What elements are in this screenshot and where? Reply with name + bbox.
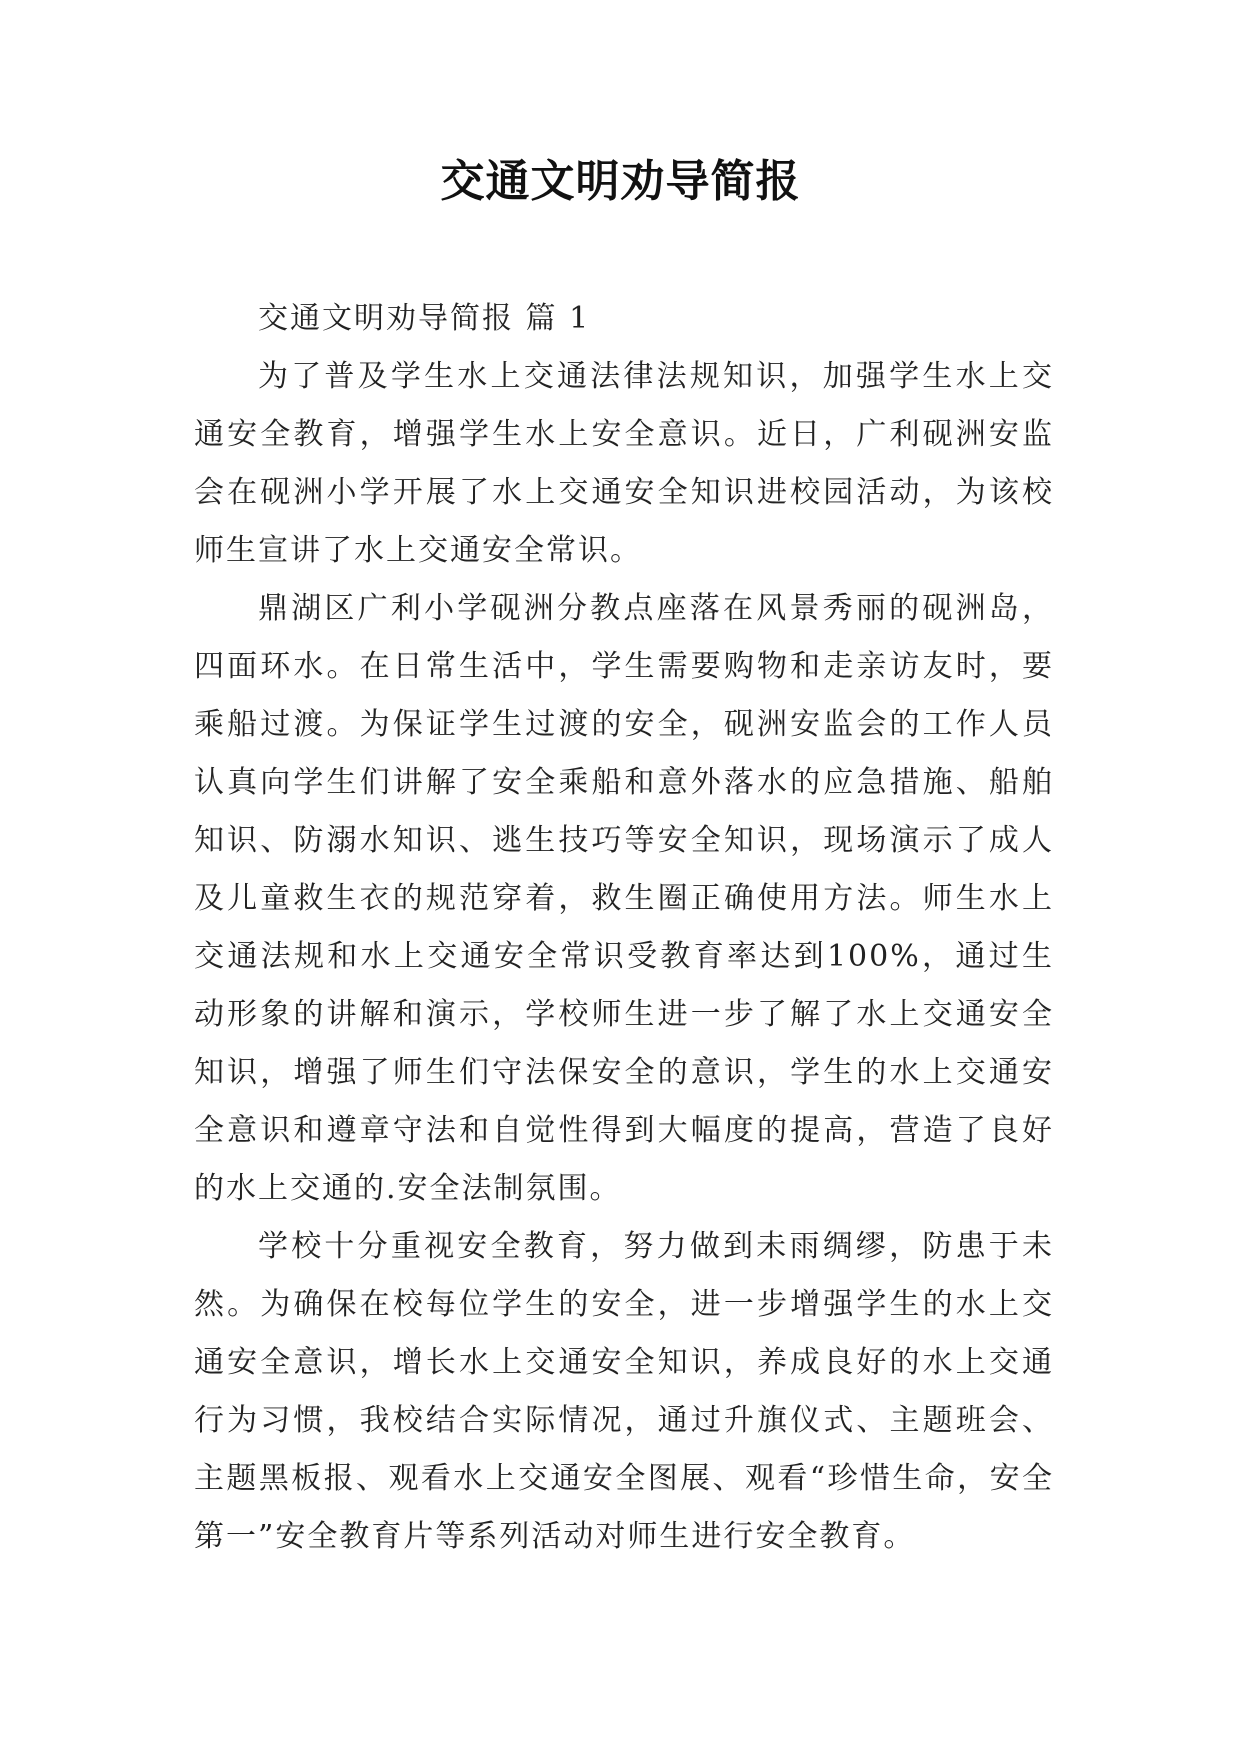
paragraph-2: 鼎湖区广利小学砚洲分教点座落在风景秀丽的砚洲岛，四面环水。在日常生活中，学生需要购物和走亲访友时，要乘船过渡。为保证学生过渡的安全，砚洲安监会的工作人员认真向学生们讲解了安全乘船和意外落水的应急措施、船舶知识、防溺水知识、逃生技巧等安全知识，现场演示了成人及儿童救生衣的规范穿着，救生圈正确使用方法。师生水上交通法规和水上交通安全常识受教育率达到100%，通过生动形象的讲解和演示，学校师生进一步了解了水上交通安全知识，增强了师生们守法保安全的意识，学生的水上交通安全意识和遵章守法和自觉性得到大幅度的提高，营造了良好的水上交通的.安全法制氛围。: [194, 591, 1054, 1206]
section-heading: 交通文明劝导简报 篇 1: [258, 301, 591, 336]
paragraph-3: 学校十分重视安全教育，努力做到未雨绸缪，防患于未然。为确保在校每位学生的安全，进一步增强学生的水上交通安全意识，增长水上交通安全知识，养成良好的水上交通行为习惯，我校结合实际情况，通过升旗仪式、主题班会、主题黑板报、观看水上交通安全图展、观看“珍惜生命，安全第一”安全教育片等系列活动对师生进行安全教育。: [194, 1229, 1054, 1554]
document-body: [194, 290, 1054, 1566]
document-title: 交通文明劝导简报: [440, 156, 801, 207]
paragraph-1: 为了普及学生水上交通法律法规知识，加强学生水上交通安全教育，增强学生水上安全意识。近日，广利砚洲安监会在砚洲小学开展了水上交通安全知识进校园活动，为该校师生宣讲了水上交通安全常识。: [194, 359, 1054, 568]
